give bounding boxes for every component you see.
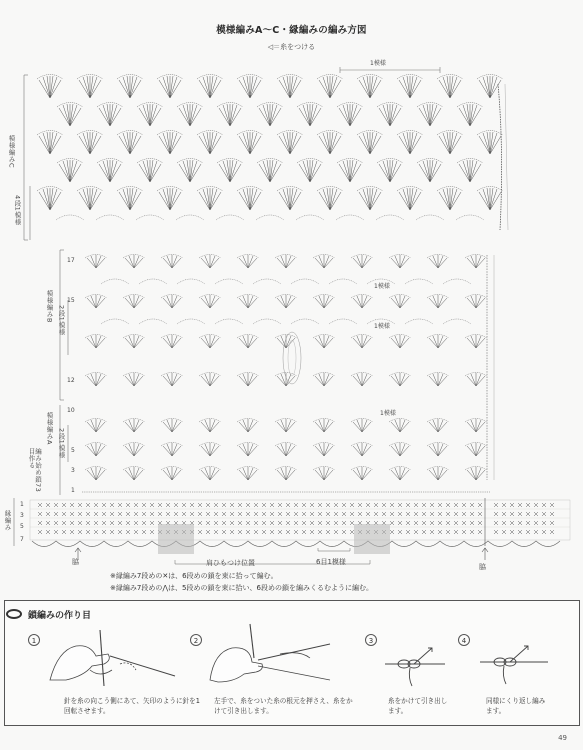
- row-number: 10: [67, 407, 75, 414]
- pattern-repeat-top-label: 1模様: [370, 60, 386, 67]
- step-4-caption: 同様にくり返し編みます。: [486, 697, 546, 716]
- step-1-illustration-icon: [50, 630, 175, 686]
- two-rows-one-repeat-a-label: 2段1模様: [57, 428, 66, 459]
- pattern-repeat-a-label: 1模様: [380, 410, 396, 417]
- step-4-number: 4: [458, 634, 470, 646]
- border-row-number: 7: [20, 536, 24, 543]
- shoulder-strap-position-label: 肩ひもつけ位置: [206, 559, 255, 567]
- pattern-a-label: 模様編みA: [45, 412, 54, 445]
- page-title: 模様編みA〜C・縁編みの編み方図: [216, 25, 367, 36]
- border-label: 縁編み: [3, 510, 12, 531]
- symbol-legend: ◁＝糸をつける: [267, 43, 316, 51]
- hem-label: 脇: [72, 558, 79, 566]
- start-chain-label: 編み始め鎖73目作る: [27, 448, 42, 493]
- pattern-c-label: 模様編みC: [7, 135, 16, 169]
- pattern-b-label: 模様編みB: [45, 290, 54, 323]
- note-1: ※縁編み7段めの✕は、6段めの鎖を束に拾って編む。: [110, 572, 278, 580]
- step-4-illustration-icon: [480, 646, 548, 684]
- hem-right-label: 脇: [479, 563, 486, 571]
- row-number: 5: [71, 447, 75, 454]
- border-row-number: 3: [20, 512, 24, 519]
- step-3-illustration-icon: [385, 648, 445, 686]
- row-number: 1: [71, 487, 75, 494]
- border-row-number: 5: [20, 523, 24, 530]
- six-rows-one-repeat-label: 6目1模様: [316, 558, 346, 566]
- page-number: 49: [558, 734, 567, 742]
- step-2-caption: 左手で、糸をついた糸の根元を押さえ、糸をかけて引き出します。: [214, 697, 353, 716]
- panel-title: 鎖編みの作り目: [28, 610, 92, 621]
- step-2-number: 2: [190, 634, 202, 646]
- two-rows-one-repeat-b-label: 2段1模様: [57, 305, 66, 336]
- row-number: 17: [67, 257, 75, 264]
- step-2-illustration-icon: [210, 624, 330, 682]
- section-marker-icon: [6, 609, 22, 619]
- row-number: 3: [71, 467, 75, 474]
- pattern-repeat-mid-label: 1模様: [374, 323, 390, 330]
- step-illustrations: [0, 620, 583, 700]
- four-rows-one-repeat-label: 4段1模様: [13, 195, 22, 226]
- note-2: ※縁編み7段めの⋀は、5段めの鎖を束に拾い、6段めの鎖を編みくるむように編む。: [110, 584, 373, 592]
- step-1-number: 1: [28, 634, 40, 646]
- row-number: 15: [67, 297, 75, 304]
- row-number: 12: [67, 377, 75, 384]
- border-row-number: 1: [20, 501, 24, 508]
- pattern-repeat-b-label: 1模様: [374, 283, 390, 290]
- step-1-caption: 針を糸の向こう側にあて、矢印のように針を1回転させます。: [64, 697, 200, 716]
- step-3-caption: 糸をかけて引き出します。: [388, 697, 448, 716]
- step-3-number: 3: [365, 634, 377, 646]
